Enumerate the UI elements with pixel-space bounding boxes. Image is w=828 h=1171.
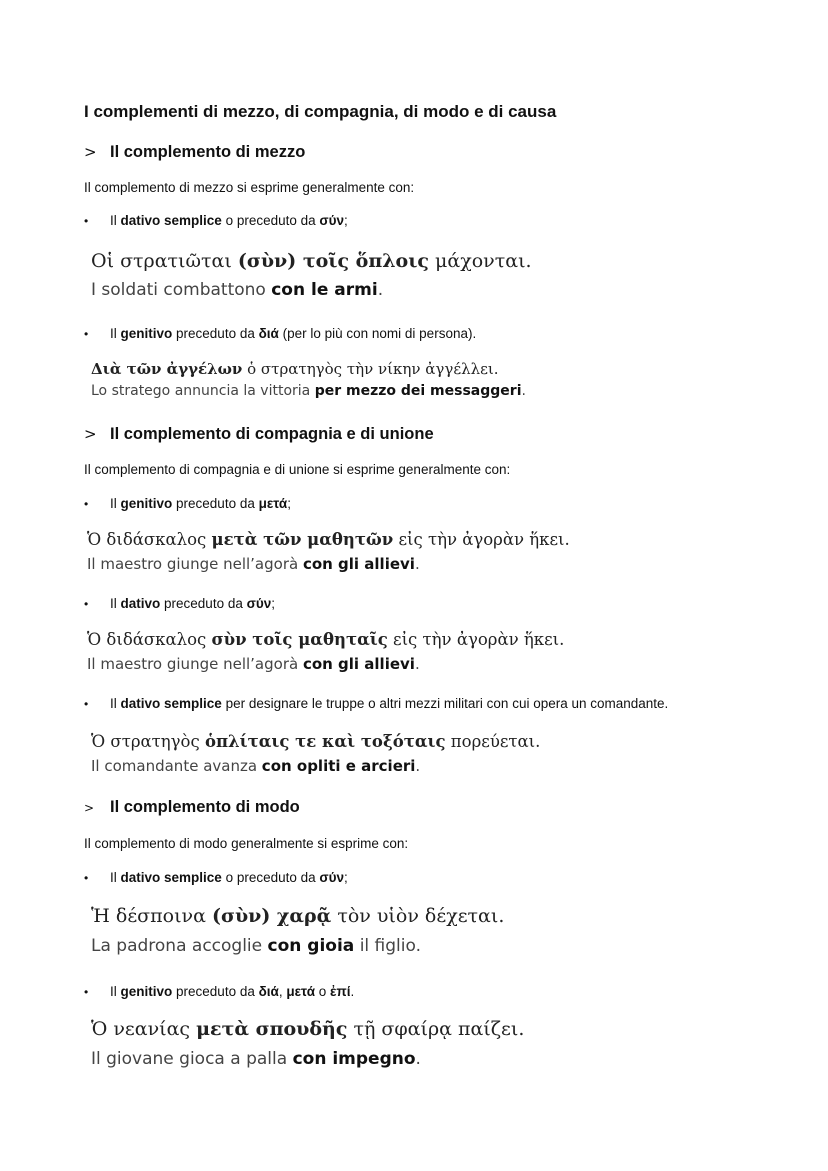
compagnia-bullet-1: • Il genitivo preceduto da μετά; xyxy=(84,496,291,511)
arrow-icon: > xyxy=(84,425,97,443)
modo-example-2-greek: Ὁ νεανίας μετὰ σπουδῆς τῇ σφαίρᾳ παίζει. xyxy=(91,1018,525,1040)
heading-mezzo-label: Il complemento di mezzo xyxy=(110,143,306,161)
modo-example-1-greek: Ἡ δέσποινα (σὺν) χαρᾷ τὸν υἱὸν δέχεται. xyxy=(91,905,505,927)
mezzo-example-1-greek: Οἱ στρατιῶται (σὺν) τοῖς ὅπλοις μάχονται. xyxy=(91,250,532,272)
bullet-icon: • xyxy=(84,985,89,999)
compagnia-example-3-italian: Il comandante avanza con opliti e arcieri. xyxy=(91,757,421,775)
mezzo-bullet-1: • Il dativo semplice o preceduto da σύν; xyxy=(84,213,348,228)
mezzo-example-2-greek: Διὰ τῶν ἀγγέλων ὁ στρατηγὸς τὴν νίκην ἀγγέλλει. xyxy=(91,360,499,378)
compagnia-intro: Il complemento di compagnia e di unione si esprime generalmente con: xyxy=(84,462,511,477)
modo-example-2-italian: Il giovane gioca a palla con impegno. xyxy=(91,1049,421,1069)
mezzo-example-2-italian: Lo stratego annuncia la vittoria per mezzo dei messaggeri. xyxy=(91,383,526,399)
heading-modo-label: Il complemento di modo xyxy=(110,798,300,816)
heading-modo xyxy=(84,798,300,817)
compagnia-example-2-italian: Il maestro giunge nell’agorà con gli allievi. xyxy=(87,655,420,673)
compagnia-example-2-greek: Ὁ διδάσκαλος σὺν τοῖς μαθηταῖς εἰς τὴν ἀγορὰν ἥκει. xyxy=(87,630,565,649)
heading-mezzo xyxy=(84,143,305,162)
compagnia-bullet-2: • Il dativo preceduto da σύν; xyxy=(84,596,275,611)
bullet-icon: • xyxy=(84,214,89,228)
compagnia-bullet-3: • Il dativo semplice per designare le truppe o altri mezzi militari con cui opera un comandante. xyxy=(84,696,669,711)
mezzo-example-1-italian: I soldati combattono con le armi. xyxy=(91,280,384,300)
modo-bullet-2: • Il genitivo preceduto da διά, μετά o ἐπί. xyxy=(84,984,355,999)
compagnia-example-1-italian: Il maestro giunge nell’agorà con gli allievi. xyxy=(87,555,420,573)
bullet-icon: • xyxy=(84,497,89,511)
arrow-icon: > xyxy=(84,143,97,161)
heading-compagnia xyxy=(84,425,434,444)
bullet-icon: • xyxy=(84,697,89,711)
bullet-icon: • xyxy=(84,327,89,341)
compagnia-example-3-greek: Ὁ στρατηγὸς ὁπλίταις τε καὶ τοξόταις πορεύεται. xyxy=(91,732,541,751)
compagnia-example-1-greek: Ὁ διδάσκαλος μετὰ τῶν μαθητῶν εἰς τὴν ἀγορὰν ἥκει. xyxy=(87,530,570,549)
mezzo-bullet-2: • Il genitivo preceduto da διά (per lo più con nomi di persona). xyxy=(84,326,477,341)
heading-compagnia-label: Il complemento di compagnia e di unione xyxy=(110,425,434,443)
modo-example-1-italian: La padrona accoglie con gioia il figlio. xyxy=(91,936,422,956)
arrow-icon: > xyxy=(84,801,95,815)
bullet-icon: • xyxy=(84,871,89,885)
bullet-icon: • xyxy=(84,597,89,611)
document-title: I complementi di mezzo, di compagnia, di modo e di causa xyxy=(84,102,557,121)
modo-intro: Il complemento di modo generalmente si esprime con: xyxy=(84,836,409,851)
modo-bullet-1: • Il dativo semplice o preceduto da σύν; xyxy=(84,870,348,885)
mezzo-intro: Il complemento di mezzo si esprime generalmente con: xyxy=(84,180,415,195)
